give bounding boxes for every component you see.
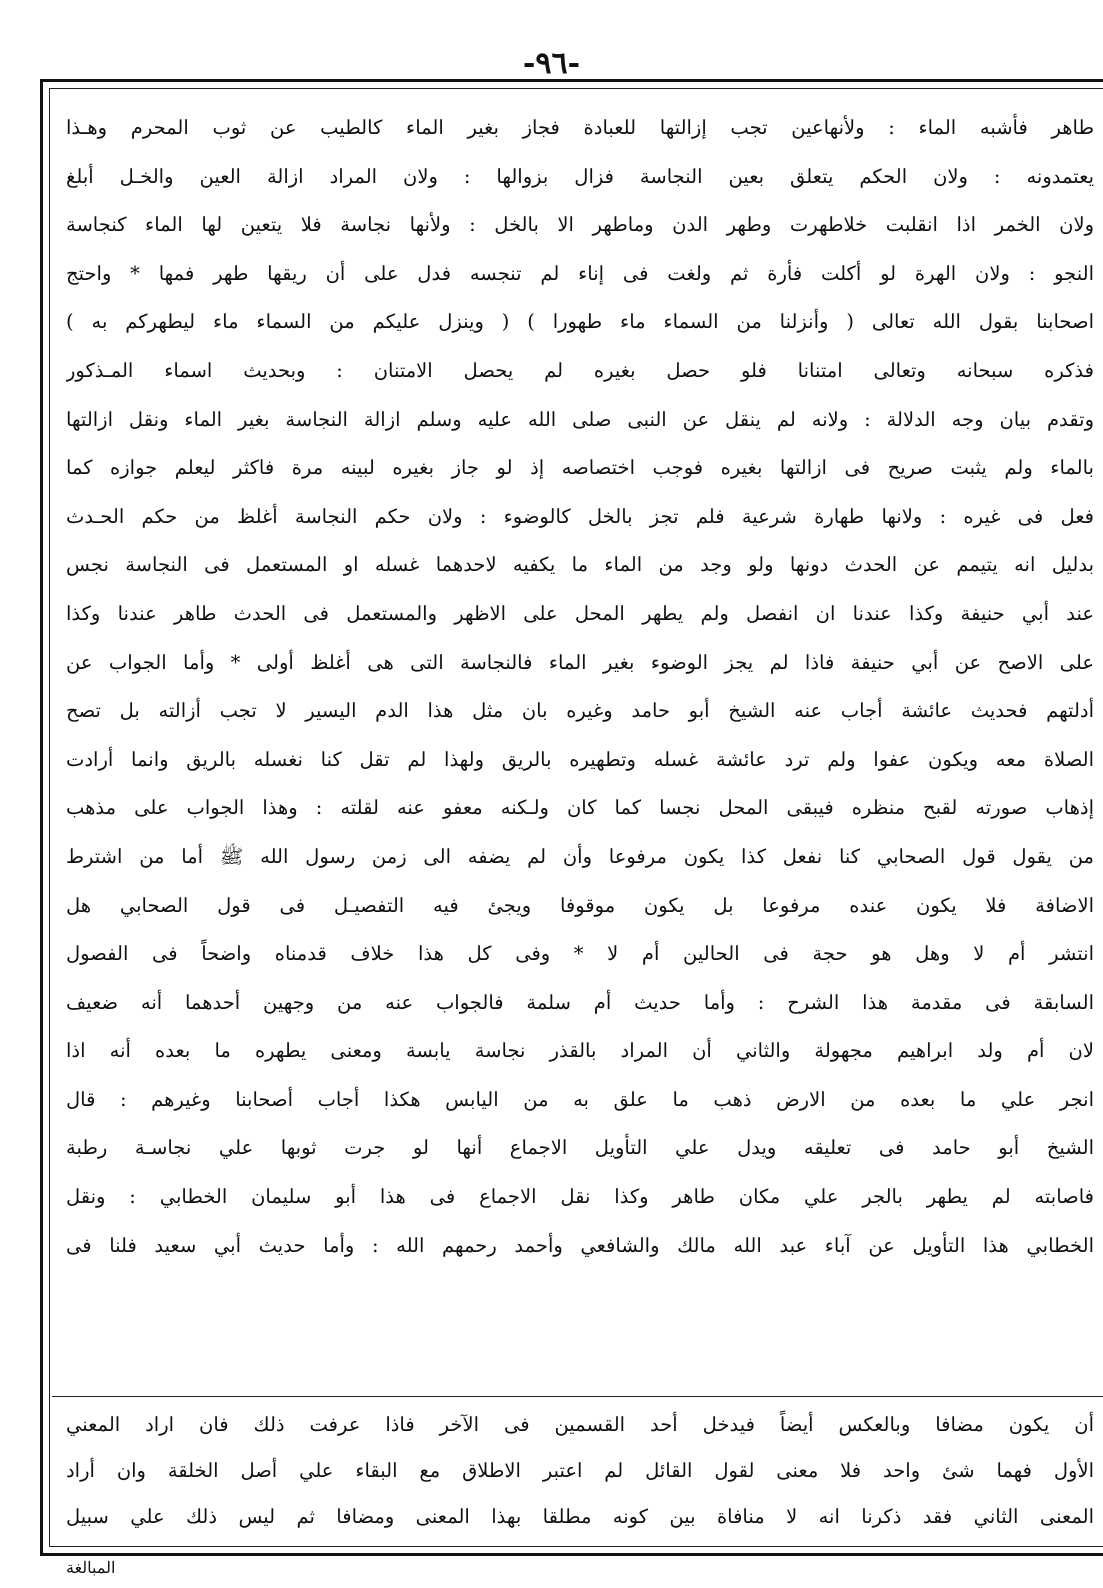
main-text-line: انتشر أم لا وهل هو حجة فى الحالين أم لا * وفى كل هذا خلاف قدمناه واضحاً فى الفصول: [66, 942, 1094, 966]
footnote-line: الأول فهما شئ واحد فلا معنى لقول القائل لم اعتبر الاطلاق مع البقاء علي أصل الخلقة وان أراد: [66, 1459, 1094, 1482]
main-text-line: اصحابنا بقول الله تعالى ( وأنزلنا من السماء ماء طهورا ) ( وينزل عليكم من السماء ماء ليطهركم به ): [66, 310, 1094, 334]
main-text-line: الاضافة فلا يكون عنده مرفوعا بل يكون موقوفا ويجئ فيه التفصيـل فى قول الصحابي هل: [66, 893, 1094, 917]
main-text-line: النجو : ولان الهرة لو أكلت فأرة ثم ولغت فى إناء لم تنجسه فدل على أن ريقها طهر فمها * واحتج: [66, 261, 1094, 285]
main-text-line: إذهاب صورته لقبح منظره فيبقى المحل نجسا كما كان ولـكنه معفو عنه لقلته : وهذا الجواب على مذهب: [66, 796, 1094, 820]
main-text-line: من يقول قول الصحابي كنا نفعل كذا يكون مرفوعا وأن لم يضفه الى زمن رسول الله ﷺ أما من اشترط: [66, 844, 1094, 868]
main-text-line: يعتمدونه : ولان الحكم يتعلق بعين النجاسة فزال بزوالها : ولان المراد ازالة العين والخـل أبلغ: [66, 164, 1094, 188]
main-text-line: فعل فى غيره : ولانها طهارة شرعية فلم تجز بالخل كالوضوء : ولان حكم النجاسة أغلظ من حكم الحـدث: [66, 504, 1094, 528]
catchword: المبالغة: [66, 1558, 116, 1577]
main-text-line: على الاصح عن أبي حنيفة فاذا لم يجز الوضوء بغير الماء فالنجاسة التى هى أغلظ أولى * وأما الجواب عن: [66, 650, 1094, 674]
main-text-line: الصلاة معه ويكون عفوا ولم ترد عائشة غسله وتطهيره بالريق ولهذا لم تقل كنا نغسله بالريق وانما أرادت: [66, 747, 1094, 771]
main-text-line: ولان الخمر اذا انقلبت خلاطهرت وطهر الدن وماطهر الا بالخل : ولأنها نجاسة فلا يتعين لها الماء كنجاسة: [66, 213, 1094, 237]
main-text-line: لان أم ولد ابراهيم مجهولة والثاني أن المراد بالقذر نجاسة يابسة ومعنى يطهره ما بعده أنه اذا: [66, 1039, 1094, 1063]
main-text-line: السابقة فى مقدمة هذا الشرح : وأما حديث أم سلمة فالجواب عنه من وجهين أحدهما أنه ضعيف: [66, 990, 1094, 1014]
footnote-line: المعنى الثاني فقد ذكرنا انه لا منافاة بين كونه مطلقا بهذا المعنى ومضافا ثم ليس ذلك علي سبيل: [66, 1505, 1094, 1528]
main-text-line: فاصابته لم يطهر بالجر علي مكان طاهر وكذا نقل الاجماع فى هذا أبو سليمان الخطابي : ونقل: [66, 1185, 1094, 1209]
main-text-line: طاهر فأشبه الماء : ولأنهاعين تجب إزالتها للعبادة فجاز بغير الماء كالطيب عن ثوب المحرم وهـذا: [66, 116, 1094, 139]
main-text-line: انجر علي ما بعده من الارض ذهب ما علق به من اليابس هكذا أجاب أصحابنا وغيرهم : قال: [66, 1087, 1094, 1111]
footnote-line: أن يكون مضافا وبالعكس أيضاً فيدخل أحد القسمين فى الآخر فاذا عرفت ذلك فان اراد المعني: [66, 1413, 1094, 1436]
main-text-block: [66, 104, 1094, 1270]
main-text-line: بالماء ولم يثبت صريح فى ازالتها بغيره فوجب اختصاصه إذ لو جاز بغيره لبينه مرة فاكثر ليعلم جوازه كما: [66, 456, 1094, 480]
main-text-line: بدليل انه يتيمم عن الحدث دونها ولو وجد من الماء ما يكفيه لاحدهما غسله او المستعمل فى النجاسة نجس: [66, 553, 1094, 577]
main-text-line: الخطابي هذا التأويل عن آباء عبد الله مالك والشافعي وأحمد رحمهم الله : وأما حديث أبي سعيد فلنا فى: [66, 1233, 1094, 1257]
main-text-line: وتقدم بيان وجه الدلالة : ولانه لم ينقل عن النبى صلى الله عليه وسلم ازالة النجاسة بغير الماء ونقل ازالتها: [66, 407, 1094, 431]
footnote-block: [66, 1402, 1094, 1540]
footnote-divider: [52, 1396, 1103, 1397]
main-text-line: فذكره سبحانه وتعالى امتنانا فلو حصل بغيره لم يحصل الامتنان : وبحديث اسماء المـذكور: [66, 358, 1094, 382]
main-text-line: الشيخ أبو حامد فى تعليقه ويدل علي التأويل الاجماع أنها لو جرت ثوبها علي نجاسـة رطبة: [66, 1136, 1094, 1160]
main-text-line: أدلتهم فحديث عائشة أجاب عنه الشيخ أبو حامد وغيره بان مثل هذا الدم اليسير لا تجب أزالته بل تصح: [66, 699, 1094, 723]
main-text-line: عند أبي حنيفة وكذا عندنا ان انفصل ولم يطهر المحل على الاظهر والمستعمل فى الحدث طاهر عندنا وكذا: [66, 601, 1094, 625]
page-number: -٩٦-: [522, 46, 581, 81]
